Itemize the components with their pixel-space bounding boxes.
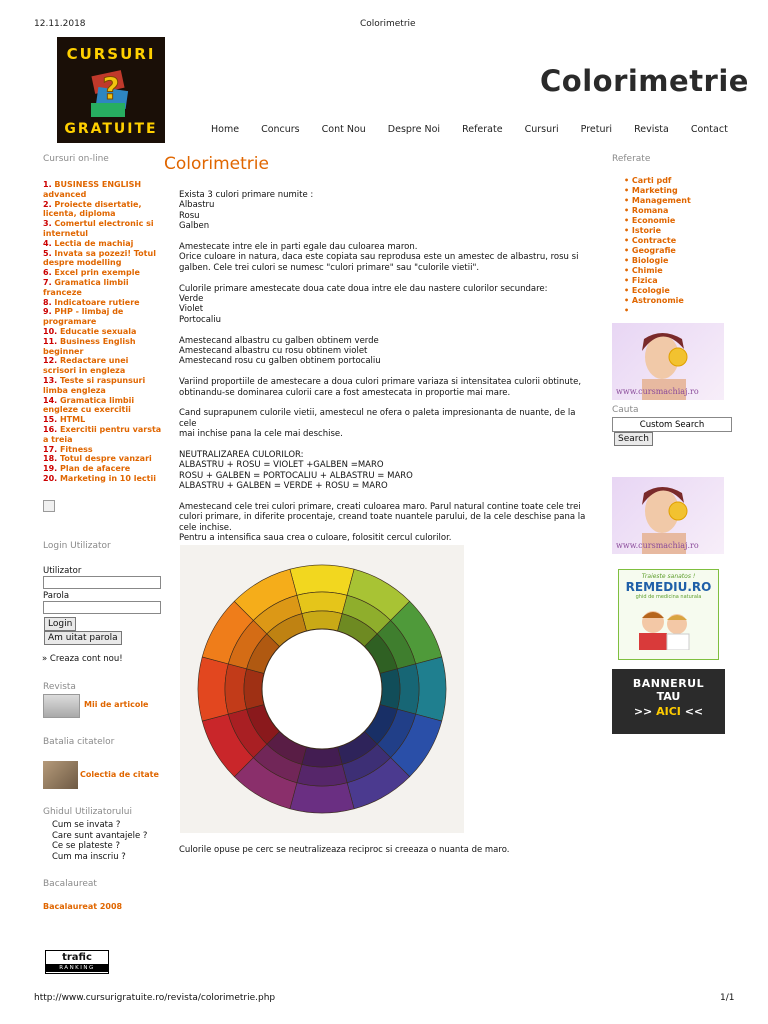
bullet-icon: • [624, 236, 632, 245]
course-list [43, 180, 163, 484]
course-number: 6. [43, 268, 52, 278]
trafic-ranking: RANKING [46, 964, 108, 972]
course-title[interactable]: BUSINESS ENGLISH advanced [43, 180, 142, 199]
banner-line-2: TAU [656, 690, 681, 703]
referate-link[interactable]: Marketing [631, 186, 678, 195]
article-line: Amestecand albastru cu galben obtinem verde [179, 335, 379, 346]
referate-link[interactable]: Contracte [631, 236, 677, 245]
nav-revista[interactable]: Revista [634, 124, 669, 135]
batalia-heading: Batalia citatelor [43, 737, 115, 747]
makeup-ad-site: www.cursmachiaj.ro [616, 541, 699, 550]
cauta-heading: Cauta [612, 405, 639, 415]
ghid-item[interactable]: Care sunt avantajele ? [52, 830, 148, 841]
course-title[interactable]: Exercitii pentru varsta a treia [43, 424, 162, 444]
course-number: 19. [43, 464, 58, 474]
makeup-ad-2[interactable] [612, 477, 724, 554]
forgot-password-button[interactable]: Am uitat parola [44, 631, 122, 645]
wheel-segment [244, 669, 264, 709]
article-line: ROSU + GALBEN = PORTOCALIU + ALBASTRU = MARO [179, 470, 413, 481]
referate-link[interactable]: Romana [631, 206, 669, 215]
article-paragraph [179, 190, 591, 232]
course-title[interactable]: Proiecte disertatie, licenta, diploma [43, 199, 142, 219]
bullet-icon: • [624, 186, 632, 195]
search-input[interactable] [612, 417, 732, 432]
course-title[interactable]: Indicatoare rutiere [54, 297, 140, 307]
course-item[interactable] [43, 425, 163, 445]
nav-preturi[interactable]: Preturi [580, 124, 613, 135]
ghid-item[interactable]: Cum ma inscriu ? [52, 851, 126, 862]
wheel-segment [302, 611, 342, 631]
wheel-segment [290, 565, 354, 595]
course-item[interactable] [43, 219, 163, 239]
print-title: Colorimetrie [360, 19, 416, 29]
nav-contact[interactable]: Contact [690, 124, 728, 135]
referate-link[interactable]: Economie [631, 216, 676, 225]
course-title[interactable]: Gramatica limbii franceze [43, 277, 129, 297]
revista-link[interactable]: Mii de articole [84, 700, 149, 709]
remediu-photo [619, 600, 718, 650]
article-line: Violet [179, 304, 204, 315]
course-title[interactable]: PHP - limbaj de programare [43, 307, 124, 327]
course-number: 12. [43, 356, 58, 366]
referate-item[interactable] [624, 266, 691, 276]
referate-item[interactable] [624, 196, 691, 206]
nav-referate[interactable]: Referate [462, 124, 503, 135]
main-nav [211, 124, 750, 135]
bullet-icon: • [624, 176, 632, 185]
course-item[interactable] [43, 445, 163, 455]
online-courses-heading: Cursuri on-line [43, 154, 109, 164]
create-account-link[interactable]: Creaza cont nou! [49, 654, 123, 664]
course-title[interactable]: Business English beginner [43, 336, 136, 356]
create-account-row[interactable] [42, 654, 123, 664]
course-item[interactable] [43, 454, 163, 464]
revista-thumbnail[interactable] [43, 694, 80, 718]
ghid-heading: Ghidul Utilizatorului [43, 807, 132, 817]
wheel-segment [290, 783, 354, 813]
course-item[interactable] [43, 200, 163, 220]
color-wheel-image [180, 545, 464, 833]
course-number: 1. [43, 180, 52, 189]
referate-link[interactable]: Geografie [631, 246, 676, 255]
nav-concurs[interactable]: Concurs [261, 124, 300, 135]
banner-line-3 [612, 705, 725, 718]
referate-item[interactable] [624, 176, 691, 186]
makeup-ad-1[interactable] [612, 323, 724, 400]
bullet-icon: • [624, 216, 632, 225]
referate-item[interactable] [624, 306, 691, 316]
course-title[interactable]: Gramatica limbii engleze cu exercitii [43, 395, 135, 415]
course-item[interactable] [43, 180, 163, 200]
bullet-icon: • [624, 246, 632, 255]
course-title[interactable]: Totul despre vanzari [59, 454, 152, 464]
course-number: 8. [43, 297, 52, 307]
ghid-list [52, 820, 147, 862]
article-line: culori primare, in diferite procentaje, creand toate nuantele parului, de la cele deschise pana la [179, 512, 586, 523]
article-paragraph [179, 450, 591, 492]
bullet-icon: • [624, 196, 632, 205]
arrow-icon: » [42, 654, 50, 664]
remediu-tagline: Traieste sanatos ! [641, 573, 696, 580]
referate-link[interactable]: Astronomie [631, 296, 684, 305]
wheel-segment [380, 669, 400, 709]
svg-text:?: ? [102, 72, 120, 107]
article-line: Orice culoare in natura, daca este copiata sau reprodusa este un amestec de albastru, rosu si [179, 252, 579, 263]
banner-arrows-right: << [680, 705, 704, 718]
course-title[interactable]: Plan de afacere [59, 464, 131, 474]
article-paragraph [179, 377, 591, 398]
ghid-item[interactable]: Ce se plateste ? [52, 841, 120, 851]
referate-link[interactable]: Ecologie [631, 286, 670, 295]
course-number: 20. [43, 473, 58, 483]
referate-item[interactable] [624, 256, 691, 266]
referate-item[interactable] [624, 296, 691, 306]
article-line: Rosu [179, 210, 200, 221]
article-line: Portocaliu [179, 314, 222, 325]
banner-arrows-left: >> [633, 705, 657, 718]
wheel-segment [397, 664, 419, 714]
article-line: ALBASTRU + GALBEN = VERDE + ROSU = MARO [179, 481, 388, 492]
referate-link[interactable]: Biologie [631, 256, 669, 265]
course-title[interactable]: Fitness [59, 444, 93, 454]
course-item[interactable] [43, 239, 163, 249]
referate-link[interactable]: Chimie [631, 266, 663, 275]
bullet-icon: • [624, 286, 632, 295]
course-item[interactable] [43, 327, 163, 337]
course-title[interactable]: Lectia de machiaj [54, 238, 134, 248]
logo-text-bottom: GRATUITE [64, 121, 158, 137]
article-line: NEUTRALIZAREA CULORILOR: [179, 450, 304, 461]
course-title[interactable]: HTML [59, 415, 86, 425]
wheel-segment [198, 657, 228, 721]
referate-item[interactable] [624, 216, 691, 226]
nav-home[interactable]: Home [211, 124, 240, 135]
article-line: Verde [179, 294, 204, 305]
course-number: 15. [43, 415, 58, 425]
course-number: 9. [43, 307, 52, 317]
course-item[interactable] [43, 376, 163, 396]
course-item[interactable] [43, 249, 163, 269]
article-line: Galben [179, 221, 210, 232]
remediu-name: REMEDIU.RO [625, 580, 712, 594]
password-input[interactable] [43, 601, 161, 614]
color-wheel-graphic [180, 545, 464, 833]
banner-highlight: AICI [656, 705, 681, 718]
referate-link[interactable]: Istorie [631, 226, 662, 235]
article-paragraph [179, 284, 591, 326]
banner-ad[interactable] [612, 669, 725, 734]
article-line: Albastru [179, 200, 215, 211]
banner-line-1: BANNERUL [632, 677, 705, 690]
course-title[interactable]: Invata sa pozezi! Totul despre modelling [43, 248, 156, 268]
referate-link[interactable]: Management [631, 196, 691, 205]
course-title[interactable]: Marketing in 10 lectii [59, 473, 156, 483]
course-item[interactable] [43, 464, 163, 474]
wheel-segment [225, 664, 247, 714]
article-line: Exista 3 culori primare numite : [179, 190, 314, 200]
nav-cont-nou[interactable]: Cont Nou [321, 124, 366, 135]
article-line: Culorile primare amestecate doua cate doua intre ele dau nastere culorilor secundare: [179, 283, 548, 294]
article-paragraph [179, 502, 591, 544]
user-label: Utilizator [43, 566, 82, 576]
course-number: 16. [43, 424, 58, 434]
course-title[interactable]: Educatie sexuala [59, 326, 137, 336]
article-line: Amestecand rosu cu galben obtinem portocaliu [179, 356, 381, 367]
search-button[interactable]: Search [614, 432, 653, 446]
course-number: 14. [43, 395, 58, 405]
ghid-item[interactable]: Cum se invata ? [52, 820, 121, 830]
course-item[interactable] [43, 415, 163, 425]
username-input[interactable] [43, 576, 161, 589]
article-line: Variind proportiile de amestecare a doua culori primare variaza si intensitatea culorii obtinute, [179, 377, 582, 388]
bac-heading: Bacalaureat [43, 879, 97, 889]
referate-link[interactable]: Carti pdf [631, 176, 672, 185]
remediu-sub: ghid de medicina naturala [635, 594, 702, 600]
article-body [179, 190, 591, 554]
course-number: 3. [43, 219, 52, 229]
referate-list [624, 176, 691, 316]
course-item[interactable] [43, 474, 163, 484]
course-number: 10. [43, 326, 58, 336]
bac-link[interactable]: Bacalaureat 2008 [43, 902, 123, 911]
course-item[interactable] [43, 337, 163, 357]
course-item[interactable] [43, 396, 163, 416]
referate-item[interactable] [624, 206, 691, 216]
wheel-center [262, 629, 382, 749]
login-heading: Login Utilizator [43, 541, 111, 551]
referate-item[interactable] [624, 186, 691, 196]
article-line: Amestecand albastru cu rosu obtinem violet [179, 346, 368, 357]
article-line: ALBASTRU + ROSU = VIOLET +GALBEN =MARO [179, 460, 384, 471]
trafic-badge[interactable] [45, 950, 109, 974]
revista-heading: Revista [43, 682, 76, 692]
batalia-link[interactable]: Colectia de citate [80, 770, 159, 779]
referate-item[interactable] [624, 226, 691, 236]
article-line: Cand suprapunem culorile vietii, amestecul ne ofera o paleta impresionanta de nuante, de la cele [179, 408, 576, 429]
course-item[interactable] [43, 268, 163, 278]
site-title: Colorimetrie [540, 64, 749, 98]
bullet-icon: • [624, 296, 632, 305]
referate-heading: Referate [612, 154, 651, 164]
wheel-segment [297, 764, 347, 786]
bullet-icon: • [624, 226, 632, 235]
course-number: 5. [43, 248, 52, 258]
article-paragraph [179, 242, 591, 273]
referate-item[interactable] [624, 276, 691, 286]
site-logo[interactable] [57, 37, 165, 143]
article-paragraph [179, 408, 591, 439]
trafic-text: trafic [62, 952, 92, 963]
course-number: 7. [43, 277, 52, 287]
makeup-ad-site: www.cursmachiaj.ro [616, 387, 699, 396]
course-item[interactable] [43, 298, 163, 308]
bullet-icon: • [624, 206, 632, 215]
login-button[interactable]: Login [44, 617, 76, 631]
bullet-icon: • [624, 266, 632, 275]
course-number: 2. [43, 199, 52, 209]
bullet-icon: • [624, 256, 632, 265]
article-heading: Colorimetrie [164, 154, 269, 174]
course-title[interactable]: Teste si raspunsuri limba engleza [43, 375, 146, 395]
article-paragraph [179, 336, 591, 367]
article-line: Amestecand cele trei culori primare, creati culoarea maro. Parul natural contine toate cele trei [179, 502, 581, 513]
referate-item[interactable] [624, 286, 691, 296]
password-label: Parola [43, 591, 70, 601]
nav-cursuri[interactable]: Cursuri [524, 124, 559, 135]
remediu-ad[interactable] [618, 569, 719, 660]
bullet-icon: • [624, 306, 630, 315]
print-date: 12.11.2018 [34, 19, 86, 29]
wheel-segment [297, 592, 347, 614]
course-number: 13. [43, 375, 58, 385]
logo-text-top: CURSURI [66, 45, 156, 63]
wheel-segment [416, 657, 446, 721]
wheel-caption: Culorile opuse pe cerc se neutralizeaza reciproc si creeaza o nuanta de maro. [179, 845, 510, 855]
course-title[interactable]: Excel prin exemple [54, 268, 140, 278]
course-number: 4. [43, 238, 52, 248]
wheel-segment [302, 747, 342, 767]
referate-link[interactable]: Fizica [631, 276, 658, 285]
course-title[interactable]: Comertul electronic si internetul [43, 219, 154, 238]
article-line: Pentru a intensifica saua crea o culoare, folositit cercul culorilor. [179, 533, 452, 544]
article-line: Amestecate intre ele in parti egale dau culoarea maron. [179, 242, 418, 253]
course-number: 18. [43, 454, 58, 464]
article-line: galben. Cele trei culori se numesc "culori primare" sau "culorile vietii". [179, 262, 480, 273]
course-item[interactable] [43, 307, 163, 327]
course-number: 11. [43, 336, 58, 346]
footer-page-number: 1/1 [720, 993, 735, 1003]
footer-url: http://www.cursurigratuite.ro/revista/colorimetrie.php [34, 993, 276, 1003]
article-line: obtinandu-se dominarea culorii care a fost amestecata in proportie mai mare. [179, 387, 511, 398]
course-item[interactable] [43, 278, 163, 298]
batalia-thumbnail[interactable] [43, 761, 78, 789]
broken-image-icon [43, 500, 55, 512]
referate-item[interactable] [624, 236, 691, 246]
bullet-icon: • [624, 276, 632, 285]
course-number: 17. [43, 444, 58, 454]
referate-item[interactable] [624, 246, 691, 256]
course-title[interactable]: Redactare unei scrisori in engleza [43, 356, 129, 376]
article-line: mai inchise pana la cele mai deschise. [179, 429, 343, 440]
nav-despre-noi[interactable]: Despre Noi [387, 124, 441, 135]
article-line: cele inchise. [179, 522, 232, 533]
course-item[interactable] [43, 356, 163, 376]
